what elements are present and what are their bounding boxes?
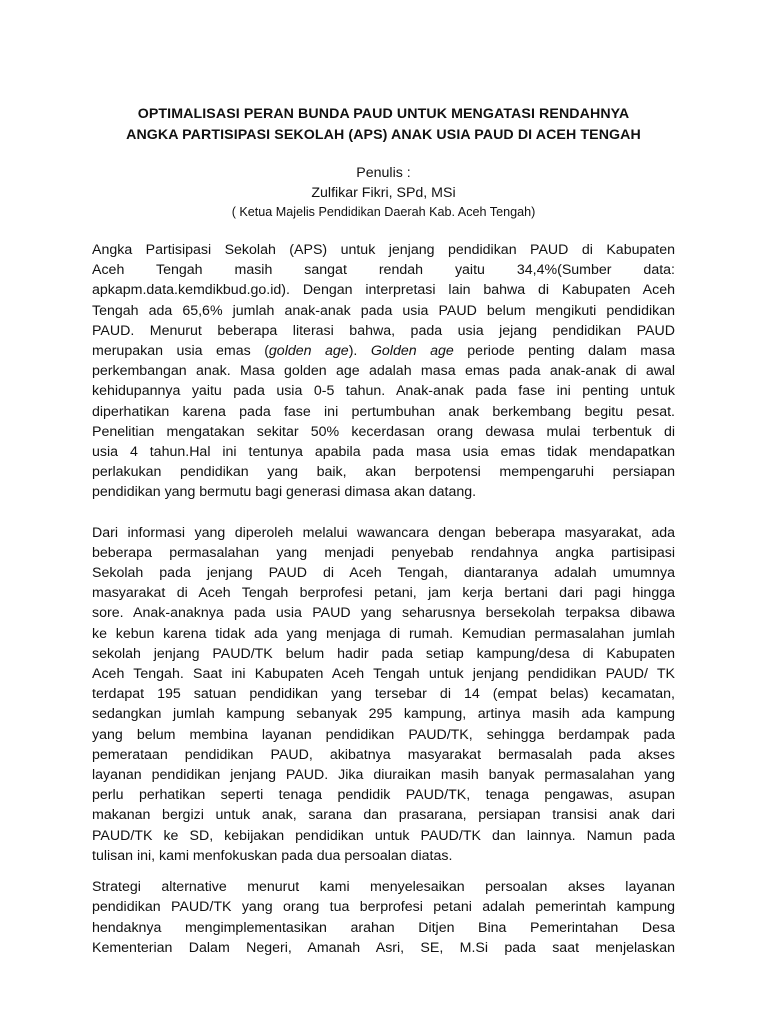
paragraph-line: masyarakat di Aceh Tengah berprofesi petani, jam kerja bertani dari pagi hingga [92,585,675,602]
paragraph-line: tulisan ini, kami menfokuskan pada dua persoalan diatas. [92,847,453,864]
paragraph-line: pendidikan yang bermutu bagi generasi dimasa akan datang. [92,484,477,501]
paragraph-line: sekolah jenjang PAUD/TK belum hadir pada setiap kampung/desa di Kabupaten [92,645,675,662]
paragraph-line-mixed [92,341,675,361]
paragraph-line: Strategi alternative menurut kami menyelesaikan persoalan akses layanan [92,879,675,896]
title-line-2: ANGKA PARTISIPASI SEKOLAH (APS) ANAK USIA PAUD DI ACEH TENGAH [126,127,641,143]
text-run: merupakan usia emas ( [92,343,269,360]
paragraph-line: terdapat 195 satuan pendidikan yang tersebar di 14 (empat belas) kecamatan, [92,686,675,703]
paragraph-line: beberapa permasalahan yang menjadi penyebab rendahnya angka partisipasi [92,544,675,561]
italic-term: golden age [268,343,349,360]
italic-term: Golden age [370,343,454,360]
paragraph-line: PAUD/TK ke SD, kebijakan pendidikan untuk PAUD/TK dan lainnya. Namun pada [92,827,675,844]
paragraph-line: sore. Anak-anaknya pada usia PAUD yang seharusnya bersekolah terpaksa dibawa [92,605,675,622]
paragraph-2 [92,523,675,866]
author-label: Penulis : [356,165,411,181]
paragraph-line: Kementerian Dalam Negeri, Amanah Asri, SE, M.Si pada saat menjelaskan [92,939,675,956]
paragraph-line: Penelitian mengatakan sekitar 50% kecerdasan orang dewasa mulai terbentuk di [92,423,675,440]
title-line-1: OPTIMALISASI PERAN BUNDA PAUD UNTUK MENGATASI RENDAHNYA [137,106,630,122]
paragraph-line: layanan pendidikan jenjang PAUD. Jika diuraikan masih banyak permasalahan yang [92,767,675,784]
paragraph-line: makanan bergizi untuk anak, sarana dan prasarana, persiapan transisi anak dari [92,807,675,824]
document-page [92,104,675,958]
paragraph-line: perlu perhatikan seperti tenaga pendidik PAUD/TK, tenaga pengawas, asupan [92,787,675,804]
paragraph-line: PAUD. Menurut beberapa literasi bahwa, pada usia jejang pendidikan PAUD [92,322,675,339]
paragraph-line: hendaknya mengimplementasikan arahan Ditjen Bina Pemerintahan Desa [92,919,675,936]
text-run: periode penting dalam masa [453,343,675,360]
paragraph-line: Aceh Tengah masih sangat rendah yaitu 34,4%(Sumber data: [92,262,675,279]
paragraph-line: Dari informasi yang diperoleh melalui wawancara dengan beberapa masyarakat, ada [92,524,675,541]
paragraph-line: yang belum membina layanan pendidikan PAUD/TK, sehingga berdampak pada [92,726,675,743]
paragraph-line: perkembangan anak. Masa golden age adalah masa emas pada anak-anak di awal [92,363,675,380]
author-name: Zulfikar Fikri, SPd, MSi [311,185,456,201]
paragraph-line: Aceh Tengah. Saat ini Kabupaten Aceh Tengah untuk jenjang pendidikan PAUD/ TK [92,666,675,683]
paragraph-line: pemerataan pendidikan PAUD, akibatnya masyarakat bermasalah pada akses [92,746,675,763]
paragraph-line: kehidupannya yaitu pada usia 0-5 tahun. Anak-anak pada fase ini penting untuk [92,383,675,400]
document-title [92,104,675,146]
paragraph-line: Angka Partisipasi Sekolah (APS) untuk jenjang pendidikan PAUD di Kabupaten [92,242,675,258]
paragraph-line: Sekolah pada jenjang PAUD di Aceh Tengah, diantaranya adalah umumnya [92,565,675,582]
paragraph-line: ke kebun karena tidak ada yang menjaga di rumah. Kemudian permasalahan jumlah [92,625,675,642]
text-run: ). [348,343,371,360]
paragraph-1 [92,240,675,503]
author-affiliation: ( Ketua Majelis Pendidikan Daerah Kab. Aceh Tengah) [231,205,536,219]
paragraph-line: perlakukan pendidikan yang baik, akan berpotensi mempengaruhi persiapan [92,464,675,481]
paragraph-3 [92,877,675,958]
author-block [92,163,675,222]
paragraph-line: diperhatikan karena pada fase ini pertumbuhan anak berkembang begitu pesat. [92,403,675,420]
paragraph-line: Tengah ada 65,6% jumlah anak-anak pada usia PAUD belum mengikuti pendidikan [92,302,675,319]
paragraph-line: sedangkan jumlah kampung sebanyak 295 kampung, artinya masih ada kampung [92,706,675,723]
paragraph-line: usia 4 tahun.Hal ini tentunya apabila pada masa usia emas tidak mendapatkan [92,444,675,461]
paragraph-line: pendidikan PAUD/TK yang orang tua berprofesi petani adalah pemerintah kampung [92,899,675,916]
paragraph-line: apkapm.data.kemdikbud.go.id). Dengan interpretasi lain bahwa di Kabupaten Aceh [92,282,675,299]
